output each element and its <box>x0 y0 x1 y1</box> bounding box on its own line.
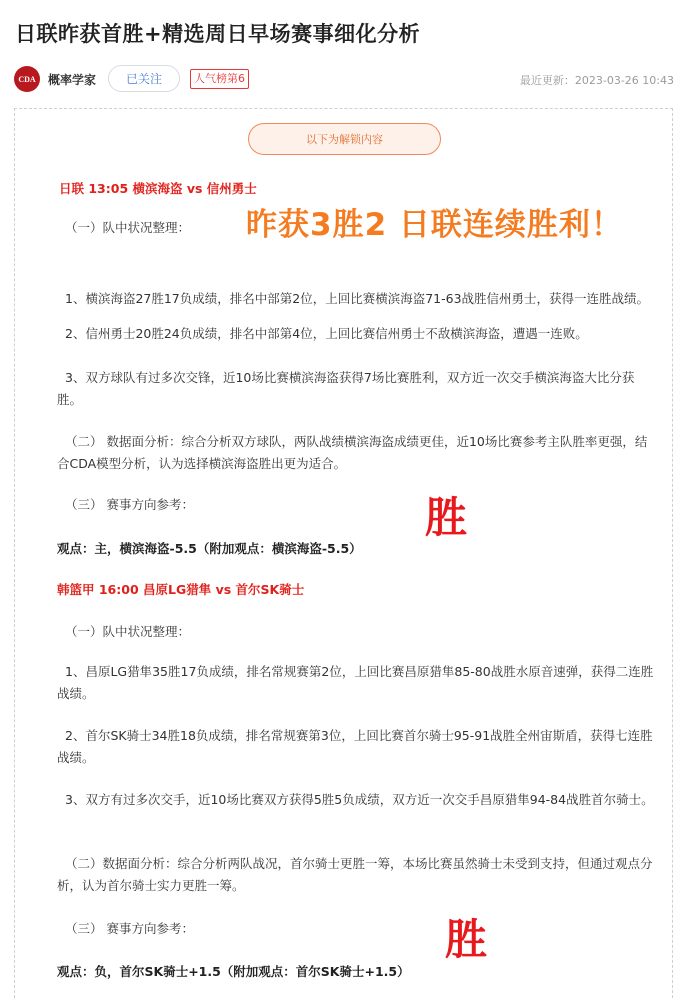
overlay-win-1: 胜 <box>425 493 468 542</box>
article-meta <box>14 64 674 94</box>
rank-badge: 人气榜第6 <box>190 69 249 89</box>
match1-point2: 2、信州勇士20胜24负成绩，排名中部第4位，上回比赛信州勇士不敌横滨海盗，遭遇一连败。 <box>65 326 588 341</box>
article-title: 日联昨获首胜+精选周日早场赛事细化分析 <box>15 22 421 46</box>
match2-section2: （二）数据面分析：综合分析两队战况，首尔骑士更胜一筹，本场比赛虽然骑士未受到支持，但通过观点分析，认为首尔骑士实力更胜一筹。 <box>57 856 653 893</box>
unlock-label: 以下为解锁内容 <box>248 123 441 155</box>
match1-section1: （一）队中状况整理： <box>65 220 191 235</box>
match2-section1: （一）队中状况整理： <box>65 624 191 639</box>
match2-section3: （三） 赛事方向参考： <box>65 921 194 936</box>
match1-point1: 1、横滨海盗27胜17负成绩，排名中部第2位，上回比赛横滨海盗71-63战胜信州勇士，获得一连胜战绩。 <box>65 291 650 306</box>
overlay-win-2: 胜 <box>445 915 488 964</box>
match2-view: 观点：负，首尔SK骑士+1.5（附加观点：首尔SK骑士+1.5） <box>57 964 410 979</box>
match2-header: 韩篮甲 16:00 昌原LG猎隼 vs 首尔SK骑士 <box>57 582 305 597</box>
match2-point2: 2、首尔SK骑士34胜18负成绩，排名常规赛第3位，上回比赛首尔骑士95-91战胜全州宙斯盾，获得七连胜战绩。 <box>57 728 653 765</box>
match1-point3: 3、双方球队有过多次交锋，近10场比赛横滨海盗获得7场比赛胜利，双方近一次交手横滨海盗大比分获胜。 <box>57 370 635 407</box>
match2-point1: 1、昌原LG猎隼35胜17负成绩，排名常规赛第2位，上回比赛昌原猎隼85-80战胜水原音速弹，获得二连胜战绩。 <box>57 664 654 701</box>
follow-button[interactable]: 已关注 <box>108 65 180 92</box>
match1-view: 观点：主，横滨海盗-5.5（附加观点：横滨海盗-5.5） <box>57 541 362 556</box>
match1-section2: （二） 数据面分析：综合分析双方球队，两队战绩横滨海盗成绩更佳，近10场比赛参考主队胜率更强，结合CDA模型分析，认为选择横滨海盗胜出更为适合。 <box>57 434 648 471</box>
unlocked-content <box>14 108 673 1000</box>
author-name[interactable]: 概率学家 <box>48 73 97 87</box>
avatar[interactable]: CDA <box>14 66 40 92</box>
overlay-headline: 昨获3胜2 日联连续胜利！ <box>246 207 623 243</box>
match2-point3: 3、双方有过多次交手，近10场比赛双方获得5胜5负成绩，双方近一次交手昌原猎隼94-84战胜首尔骑士。 <box>65 792 654 807</box>
updated-time: 最近更新：2023-03-26 10:43 <box>519 74 674 87</box>
match1-section3: （三） 赛事方向参考： <box>65 497 194 512</box>
match1-header: 日联 13:05 横滨海盗 vs 信州勇士 <box>59 181 257 196</box>
